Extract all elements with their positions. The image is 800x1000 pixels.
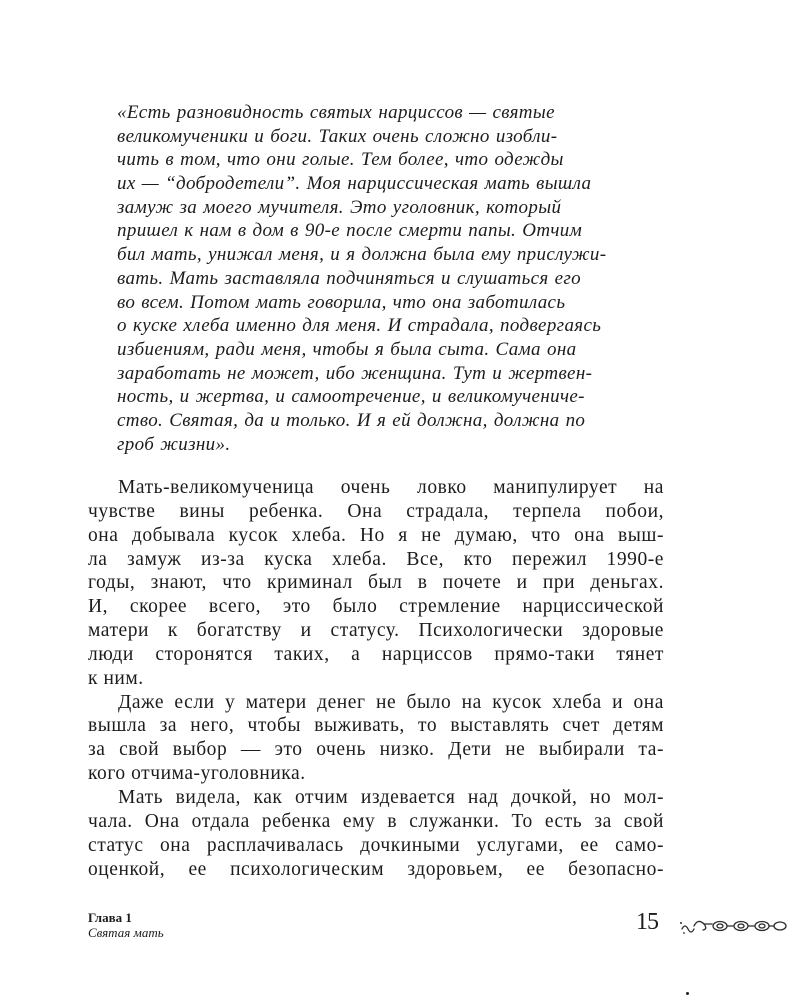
body-line: за свой выбор — это очень низко. Дети не выбирали та- [88,739,664,761]
quote-line: чить в том, что они голые. Тем более, что одежды [117,149,564,171]
page-number: 15 [636,909,658,935]
quote-line: избиениям, ради меня, чтобы я была сыта. Сама она [117,338,577,360]
body-line: вышла за него, чтобы выживать, то выставлять счет детям [88,715,664,737]
body-line: Даже если у матери денег не было на кусок хлеба и она [118,691,664,713]
quote-line: вать. Мать заставляла подчиняться и слушаться его [117,267,582,289]
quote-line: «Есть разновидность святых нарциссов — святые [117,102,555,123]
body-line: чала. Она отдала ребенка ему в служанки. То есть за свой [88,810,664,832]
running-footer [88,910,164,940]
quote-line: о куске хлеба именно для меня. И страдала, подвергаясь [117,315,602,337]
scroll-ornament-icon [678,914,788,941]
body-line: оценкой, ее психологическим здоровьем, ее безопасно- [88,858,664,880]
body-line: кого отчима-уголовника. [88,763,306,785]
quote-line: ность, и жертва, и самоотречение, и великомучениче- [117,386,585,408]
quote-line: их — “добродетели”. Моя нарциссическая мать вышла [117,173,592,195]
quote-line: бил мать, унижал меня, и я должна была ему прислужи- [117,244,607,266]
body-line: Мать-великомученица очень ловко манипулирует на [118,477,664,498]
quote-line: пришел к нам в дом в 90-е после смерти папы. Отчим [117,220,583,242]
quote-line: во всем. Потом мать говорила, что она заботилась [117,291,566,313]
body-line: она добывала кусок хлеба. Но я не думаю, что она выш- [88,524,664,546]
stray-dot [686,992,689,995]
epigraph-quote [117,101,637,456]
chapter-title: Святая мать [88,925,164,940]
quote-line: замуж за моего мучителя. Это уголовник, который [117,196,562,218]
quote-line: заработать не может, ибо женщина. Тут и жертвен- [117,362,593,384]
body-line: к ним. [88,667,144,689]
body-line: чувстве вины ребенка. Она страдала, терпела побои, [88,500,664,522]
body-line: И, скорее всего, это было стремление нарциссической [88,596,664,618]
quote-line: ство. Святая, да и только. И я ей должна, должна по [117,409,586,431]
quote-line: гроб жизни». [117,433,231,455]
body-line: статус она расплачивалась дочкиными услугами, ее само- [88,834,664,856]
body-line: Мать видела, как отчим издевается над дочкой, но мол- [118,786,664,808]
chapter-label: Глава 1 [88,910,132,925]
body-line: годы, знают, что криминал был в почете и при деньгах. [88,572,664,594]
body-line: люди сторонятся таких, а нарциссов прямо-таки тянет [88,643,664,665]
body-line: матери к богатству и статусу. Психологически здоровые [88,620,664,642]
body-text [88,476,664,881]
body-line: ла замуж из-за куска хлеба. Все, кто пережил 1990-е [88,548,664,570]
quote-line: великомученики и боги. Таких очень сложно изобли- [117,125,558,147]
